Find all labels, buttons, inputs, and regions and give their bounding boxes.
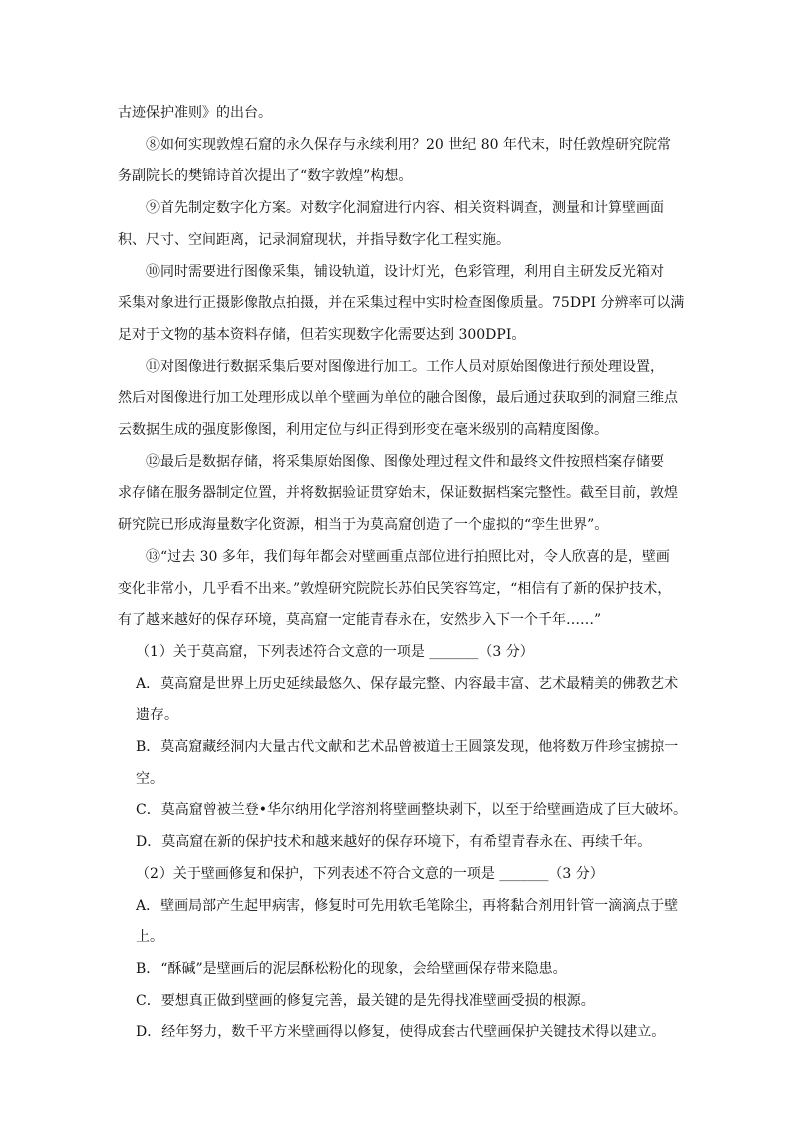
- paragraph-line-p8: 务副院长的樊锦诗首次提出了“数字敦煌”构想。: [118, 168, 413, 185]
- paragraph-line-p12: 求存储在服务器制定位置，并将数据验证贯穿始末，保证数据档案完整性。截至目前，敦煌: [118, 485, 678, 502]
- paragraph-line-p9: 积、尺寸、空间距离，记录洞窟现状，并指导数字化工程实施。: [118, 231, 510, 248]
- paragraph-line-p10: 采集对象进行正摄影像散点拍摄，并在采集过程中实时检查图像质量。75DPI 分辨率可以满: [118, 295, 685, 312]
- answer-option-line: D．经年努力，数千平方米壁画得以修复，使得成套古代壁画保护关键技术得以建立。: [136, 1024, 666, 1041]
- question-stem: （2）关于壁画修复和保护，下列表述不符合文意的一项是 _______（3 分）: [136, 865, 604, 882]
- paragraph-line-p12: 研究院已形成海量数字化资源，相当于为莫高窟创造了一个虚拟的“孪生世界”。: [118, 517, 609, 534]
- paragraph-line-p11: ⑪对图像进行数据采集后要对图像进行加工。工作人员对原始图像进行预处理设置，: [146, 358, 664, 375]
- paragraph-line-p13: 变化非常小，几乎看不出来。”敦煌研究院院长苏伯民笑容笃定，“相信有了新的保护技术，: [118, 580, 672, 597]
- question-stem: （1）关于莫高窟，下列表述符合文意的一项是 _______（3 分）: [136, 643, 534, 660]
- answer-option-line: A．壁画局部产生起甲病害，修复时可先用软毛笔除尘，再将黏合剂用针管一滴滴点于壁: [136, 897, 679, 914]
- paragraph-line-p13: ⑬“过去 30 多年，我们每年都会对壁画重点部位进行拍照比对，令人欣喜的是，壁画: [146, 548, 670, 565]
- paragraph-line-p13: 有了越来越好的保存环境，莫高窟一定能青春永在，安然步入下一个千年……”: [118, 612, 602, 629]
- answer-option-line: C．莫高窟曾被兰登•华尔纳用化学溶剂将壁画整块剥下，以至于给壁画造成了巨大破坏。: [136, 802, 687, 819]
- answer-option-line: 上。: [136, 929, 164, 946]
- answer-option-line: B．莫高窟藏经洞内大量古代文献和艺术品曾被道士王圆箓发现，他将数万件珍宝掳掠一: [136, 739, 679, 755]
- paragraph-line-p7_tail: 古迹保护准则》的出台。: [118, 105, 272, 121]
- paragraph-line-p8: ⑧如何实现敦煌石窟的永久保存与永续利用？20 世纪 80 年代末，时任敦煌研究院常: [146, 136, 671, 153]
- answer-option-line: D．莫高窟在新的保护技术和越来越好的保存环境下，有希望青春永在、再续千年。: [136, 834, 652, 851]
- answer-option-line: B．“酥碱”是壁画后的泥层酥松粉化的现象，会给壁画保存带来隐患。: [136, 960, 567, 977]
- answer-option-line: 空。: [136, 770, 164, 787]
- paragraph-line-p10: ⑩同时需要进行图像采集，铺设轨道，设计灯光，色彩管理，利用自主研发反光箱对: [146, 263, 664, 280]
- paragraph-line-p10: 足对于文物的基本资料存储，但若实现数字化需要达到 300DPI。: [118, 326, 526, 343]
- paragraph-line-p11: 云数据生成的强度影像图，利用定位与纠正得到形变在毫米级别的高精度图像。: [118, 422, 608, 438]
- paragraph-line-p12: ⑫最后是数据存储，将采集原始图像、图像处理过程文件和最终文件按照档案存储要: [146, 453, 664, 470]
- answer-option-line: 遗存。: [136, 707, 178, 724]
- answer-option-line: C．要想真正做到壁画的修复完善，最关键的是先得找准壁画受损的根源。: [136, 992, 595, 1009]
- paragraph-line-p9: ⑨首先制定数字化方案。对数字化洞窟进行内容、相关资料调查，测量和计算壁画面: [146, 200, 664, 217]
- answer-option-line: A．莫高窟是世界上历史延续最悠久、保存最完整、内容最丰富、艺术最精美的佛教艺术: [136, 675, 679, 692]
- paragraph-line-p11: 然后对图像进行加工处理形成以单个壁画为单位的融合图像，最后通过获取到的洞窟三维点: [118, 390, 678, 407]
